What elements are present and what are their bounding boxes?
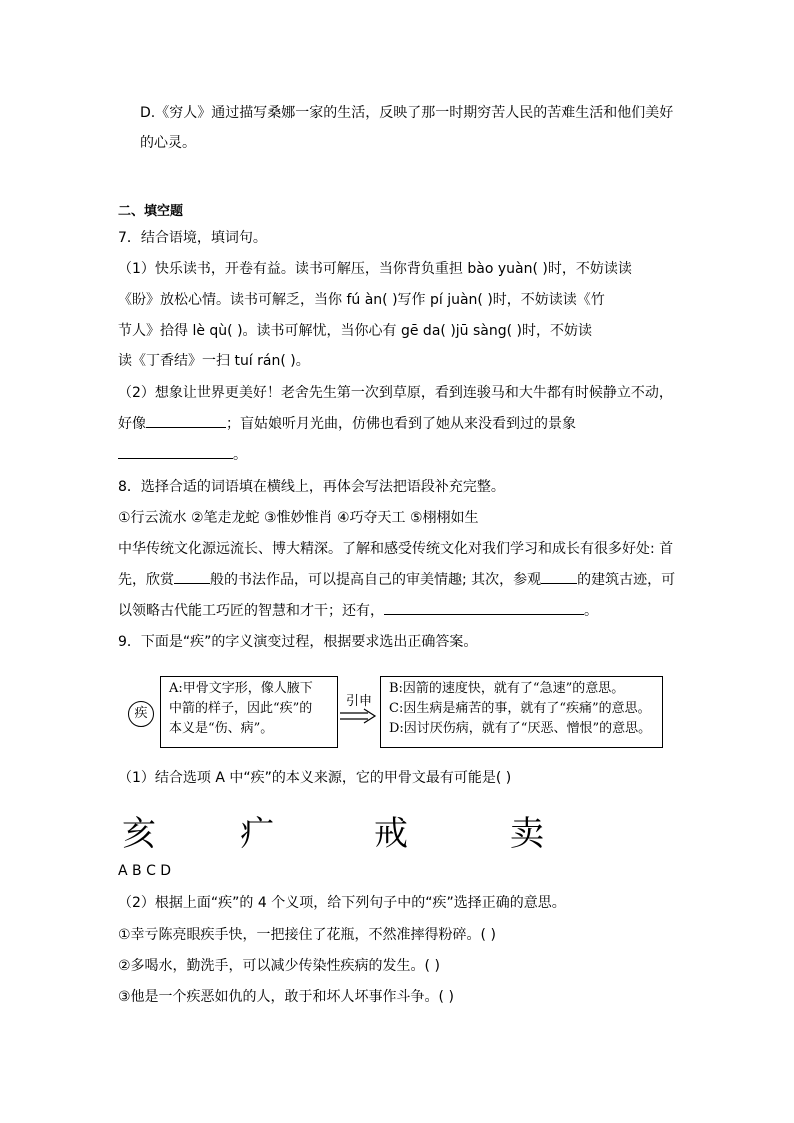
q9-sentence1: ①幸亏陈亮眼疾手快，一把接住了花瓶，不然准摔得粉碎。( ) — [118, 927, 496, 943]
q9-sub1: （1）结合选项 A 中“疾”的本义来源，它的甲骨文最有可能是( ) — [118, 770, 512, 786]
box-a-line3: 本义是“伤、病”。 — [169, 721, 274, 736]
box-a-line1: A:甲骨文字形，像人腋下 — [169, 681, 313, 696]
oracle-glyph-a: 亥 — [122, 814, 156, 854]
q7-p2-text-a: 好像 — [118, 416, 146, 432]
q9-sub2: （2）根据上面“疾”的 4 个义项，给下列句子中的“疾”选择正确的意思。 — [118, 895, 566, 911]
q9-sentence3: ③他是一个疾恶如仇的人，敢于和坏人坏事作斗争。( ) — [118, 989, 454, 1005]
q7-p2-line2 — [118, 413, 576, 435]
arrow-label: 引申 — [346, 694, 373, 709]
q7-p2-text-b: ；盲姑娘听月光曲，仿佛也看到了她从来没看到过的景象 — [226, 416, 576, 432]
circle-char: 疾 — [128, 701, 154, 727]
box-a — [160, 676, 338, 748]
answer-blank[interactable] — [146, 413, 226, 428]
q7-p1-line4: 读《丁香结》一扫 tuí rán( )。 — [118, 353, 310, 369]
oracle-glyph-d: 卖 — [510, 814, 544, 854]
q9-stem: 9．下面是“疾”的字义演变过程，根据要求选出正确答案。 — [118, 634, 478, 650]
q9-sentence2: ②多喝水，勤洗手，可以减少传染性疾病的发生。( ) — [118, 958, 440, 974]
q8-para-line3 — [118, 600, 598, 622]
q7-p2-line1: （2）想象让世界更美好！老舍先生第一次到草原，看到连骏马和大牛都有时候静立不动， — [118, 385, 673, 401]
section-title: 二、填空题 — [118, 204, 184, 219]
q8-para-line1: 中华传统文化源远流长、博大精深。了解和感受传统文化对我们学习和成长有很多好处: 首 — [118, 541, 674, 557]
answer-blank[interactable] — [174, 569, 210, 584]
arrow-icon — [340, 708, 378, 724]
box-c-line: C:因生病是痛苦的事，就有了“疾痛”的意思。 — [389, 701, 651, 716]
answer-blank[interactable] — [118, 444, 233, 459]
answer-blank[interactable] — [541, 569, 577, 584]
q7-p2-line3 — [118, 444, 247, 466]
q8-text-c: 的建筑古迹，可 — [577, 572, 676, 588]
oracle-glyph-c: 戒 — [374, 814, 408, 854]
box-b-line: B:因箭的速度快，就有了“急速”的意思。 — [389, 681, 625, 696]
option-d-line1: D.《穷人》通过描写桑娜一家的生活，反映了那一时期穷苦人民的苦难生活和他们美好 — [140, 105, 674, 121]
q8-options: ①行云流水 ②笔走龙蛇 ③惟妙惟肖 ④巧夺天工 ⑤栩栩如生 — [118, 510, 479, 526]
q8-para-line2 — [118, 569, 675, 591]
q7-stem: 7．结合语境，填词句。 — [118, 230, 267, 246]
q9-choices: A B C D — [118, 863, 172, 879]
box-d-line: D:因讨厌伤病，就有了“厌恶、憎恨”的意思。 — [389, 721, 652, 736]
q8-text-d: 以领略古代能工巧匠的智慧和才干；还有， — [118, 603, 384, 619]
q8-text-e: 。 — [584, 603, 598, 619]
q7-p1-line2: 《盼》放松心情。读书可解乏，当你 fú àn( )写作 pí juàn( )时，不妨读读《竹 — [118, 292, 605, 308]
answer-blank[interactable] — [384, 600, 584, 615]
q8-text-a: 先，欣赏 — [118, 572, 174, 588]
evolution-diagram — [124, 672, 664, 752]
q7-p1-line1: （1）快乐读书，开卷有益。读书可解压，当你背负重担 bào yuàn( )时，不妨读读 — [118, 261, 632, 277]
option-d-line2: 的心灵。 — [140, 135, 196, 151]
box-a-line2: 中箭的样子，因此“疾”的 — [169, 701, 313, 716]
q8-text-b: 般的书法作品，可以提高自己的审美情趣; 其次，参观 — [210, 572, 542, 588]
oracle-glyph-b: 疒 — [240, 814, 274, 854]
q8-stem: 8．选择合适的词语填在横线上，再体会写法把语段补充完整。 — [118, 479, 505, 495]
box-bcd — [380, 676, 663, 748]
q7-p1-line3: 节人》拾得 lè qù( )。读书可解忧，当你心有 gē da( )jū sàng( )时，不妨读 — [118, 323, 592, 339]
q7-p2-text-c: 。 — [233, 447, 247, 463]
